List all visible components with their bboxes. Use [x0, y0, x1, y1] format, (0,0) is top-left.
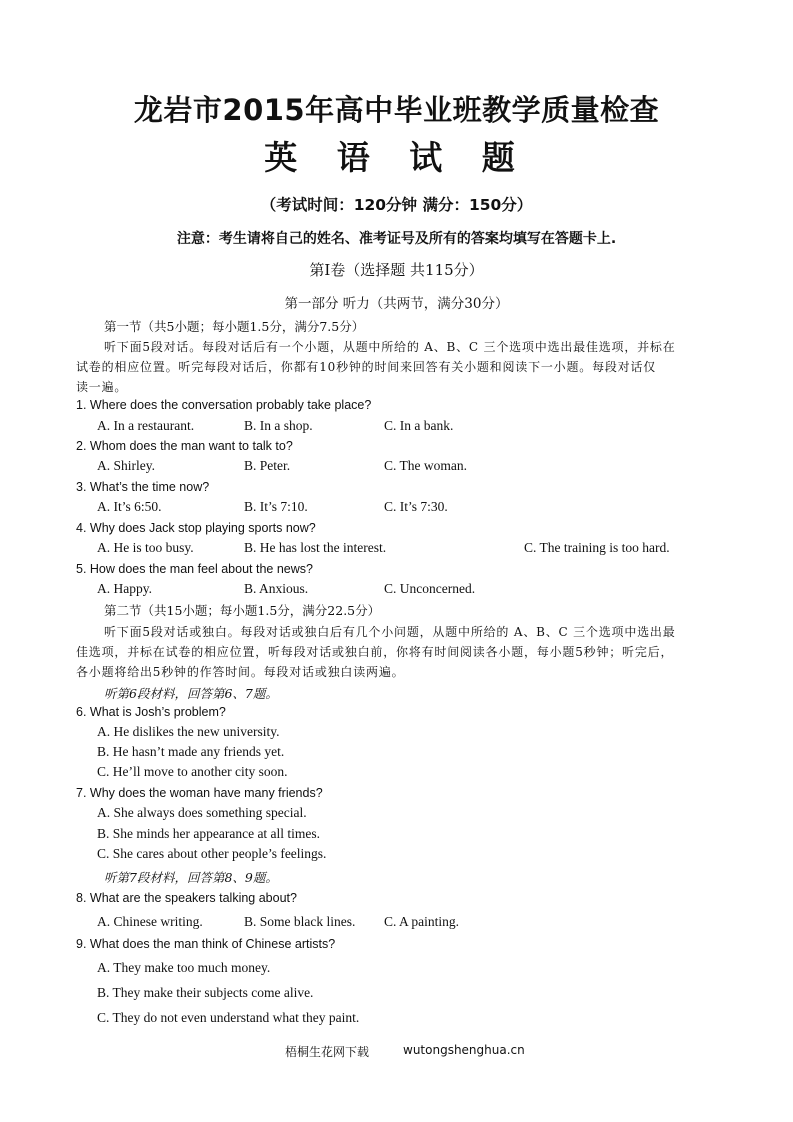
question-8-option-b[interactable]: B. Some black lines. — [244, 914, 356, 929]
notice: 注意：考生请将自己的姓名、准考证号及所有的答案均填写在答题卡上. — [176, 231, 617, 247]
material-7-note: 听第7段材料，回答第8、9题。 — [104, 870, 278, 885]
question-6-stem: 6. What is Josh’s problem? — [76, 705, 226, 719]
question-3-option-b[interactable]: B. It’s 7:10. — [244, 499, 308, 514]
exam-info: （考试时间：120分钟 满分：150分） — [260, 196, 533, 214]
question-1-option-b[interactable]: B. In a shop. — [244, 418, 313, 433]
section1-instruction-line: 听下面5段对话。每段对话后有一个小题，从题中所给的 A、B、C 三个选项中选出最佳选项，并标在 — [104, 340, 676, 354]
question-4-option-a[interactable]: A. He is too busy. — [97, 540, 194, 555]
section2-heading: 第二节（共15小题；每小题1.5分，满分22.5分） — [104, 603, 381, 618]
question-1-option-a[interactable]: A. In a restaurant. — [97, 418, 195, 433]
section2-instruction-line: 听下面5段对话或独白。每段对话或独白后有几个小问题，从题中所给的 A、B、C 三个选项中选出最 — [104, 625, 676, 639]
question-5-option-a[interactable]: A. Happy. — [97, 581, 152, 596]
question-5-option-b[interactable]: B. Anxious. — [244, 581, 309, 596]
question-3-stem: 3. What’s the time now? — [76, 480, 210, 494]
question-6-option-c[interactable]: C. He’ll move to another city soon. — [97, 764, 288, 779]
question-6-option-b[interactable]: B. He hasn’t made any friends yet. — [97, 744, 285, 759]
question-4-stem: 4. Why does Jack stop playing sports now? — [76, 521, 316, 535]
section1-instruction-line: 试卷的相应位置。听完每段对话后，你都有10秒钟的时间来回答有关小题和阅读下一小题。每段对话仅 — [76, 360, 657, 374]
question-1-option-c[interactable]: C. In a bank. — [384, 418, 454, 433]
question-8-option-c[interactable]: C. A painting. — [384, 914, 460, 929]
question-6-option-a[interactable]: A. He dislikes the new university. — [97, 724, 280, 739]
section2-instruction-line: 佳选项，并标在试卷的相应位置，听每段对话或独白前，你将有时间阅读各小题，每小题5秒钟；听完后， — [76, 645, 674, 659]
question-8-option-a[interactable]: A. Chinese writing. — [97, 914, 203, 929]
footer-site-link[interactable]: wutongshenghua.cn — [403, 1043, 525, 1057]
question-7-stem: 7. Why does the woman have many friends? — [76, 786, 323, 800]
section1-heading: 第一节（共5小题；每小题1.5分，满分7.5分） — [104, 319, 365, 334]
question-5-stem: 5. How does the man feel about the news? — [76, 562, 313, 576]
section2-instruction-line: 各小题将给出5秒钟的作答时间。每段对话或独白读两遍。 — [76, 665, 405, 679]
question-4-option-c[interactable]: C. The training is too hard. — [524, 540, 670, 555]
question-2-option-c[interactable]: C. The woman. — [384, 458, 467, 473]
question-5-option-c[interactable]: C. Unconcerned. — [384, 581, 476, 596]
question-7-option-a[interactable]: A. She always does something special. — [97, 805, 307, 820]
material-6-note: 听第6段材料，回答第6、7题。 — [104, 686, 278, 701]
question-4-option-b[interactable]: B. He has lost the interest. — [244, 540, 387, 555]
section1-instruction-line: 读一遍。 — [76, 380, 128, 394]
question-1-stem: 1. Where does the conversation probably take place? — [76, 398, 372, 412]
question-8-stem: 8. What are the speakers talking about? — [76, 891, 297, 905]
question-9-option-a[interactable]: A. They make too much money. — [97, 960, 271, 975]
exam-title: 龙岩市2015年高中毕业班教学质量检查 — [133, 93, 660, 127]
question-9-stem: 9. What does the man think of Chinese artists? — [76, 937, 336, 951]
question-7-option-c[interactable]: C. She cares about other people’s feelings. — [97, 846, 327, 861]
question-3-option-c[interactable]: C. It’s 7:30. — [384, 499, 448, 514]
part-title: 第一部分 听力（共两节，满分30分） — [284, 296, 509, 312]
question-2-option-b[interactable]: B. Peter. — [244, 458, 291, 473]
question-2-option-a[interactable]: A. Shirley. — [97, 458, 155, 473]
question-9-option-b[interactable]: B. They make their subjects come alive. — [97, 985, 314, 1000]
question-3-option-a[interactable]: A. It’s 6:50. — [97, 499, 162, 514]
volume-title: 第Ⅰ卷（选择题 共115分） — [309, 261, 484, 279]
question-7-option-b[interactable]: B. She minds her appearance at all times. — [97, 826, 321, 841]
question-9-option-c[interactable]: C. They do not even understand what they paint. — [97, 1010, 360, 1025]
question-2-stem: 2. Whom does the man want to talk to? — [76, 439, 293, 453]
exam-subtitle: 英 语 试 题 — [264, 138, 529, 177]
footer-source: 梧桐生花网下载 — [285, 1045, 370, 1059]
